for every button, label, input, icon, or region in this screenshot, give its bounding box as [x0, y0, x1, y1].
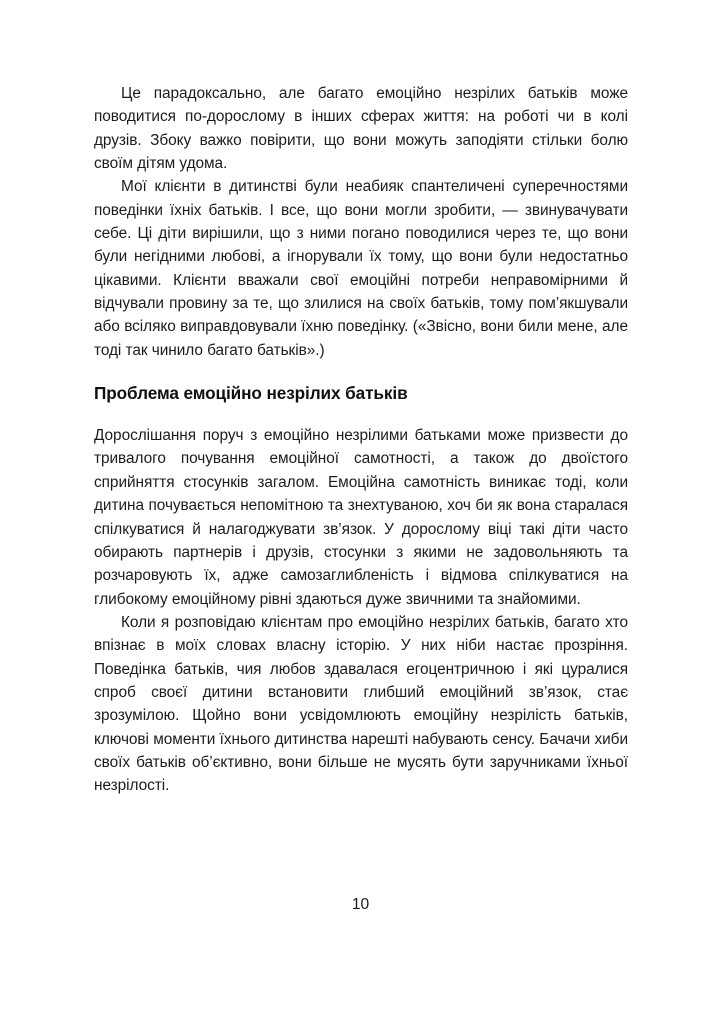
text-column [94, 82, 628, 798]
paragraph-clients-childhood: Мої клієнти в дитинстві були неабияк спантеличені суперечностями поведінки їхніх батьків. І все, що вони могли зробити, — звинувачувати себе. Ці діти вирішили, що з ними погано поводилися через те, що вони були негідними любові, а ігнорували їх тому, що вони були недостатньо цікавими. Клієнти вважали свої емоційні потреби неправомірними й відчували провину за те, що злилися на своїх батьків, тому пом’якшували або всіляко виправдовували їхню поведінку. («Звісно, вони били мене, але тоді так чинило багато батьків».) [94, 178, 628, 359]
paragraph-emotional-loneliness: Дорослішання поруч з емоційно незрілими батьками може призвести до тривалого почування емоційної самотності, а також до двоїстого сприйняття стосунків загалом. Емоційна самотність виникає тоді, коли дитина почувається непомітною та знехтуваною, хоч би як вона старалася спілкуватися й налагоджувати зв’язок. У дорослому віці такі діти часто обирають партнерів і друзів, стосунки з якими не задовольняють та розчаровують їх, адже самозаглибленість і відмова спілкуватися на глибокому емоційному рівні здаються дуже звичними та знайомими. [94, 427, 628, 608]
paragraph-intro-paradox: Це парадоксально, але багато емоційно незрілих батьків може поводитися по-дорослому в інших сферах життя: на роботі чи в колі друзів. Збоку важко повірити, що вони можуть заподіяти стільки болю своїм дітям удома. [94, 85, 628, 173]
paragraph-client-recognition: Коли я розповідаю клієнтам про емоційно незрілих батьків, багато хто впізнає в моїх словах власну історію. У них ніби настає прозріння. Поведінка батьків, чия любов здавалася егоцентричною і які цуралися спроб своєї дитини встановити глибший емоційний зв’язок, стає зрозумілою. Щойно вони усвідомлюють емоційну незрілість батьків, ключові моменти їхнього дитинства нарешті набувають сенсу. Бачачи хиби своїх батьків об’єктивно, вони більше не мусять бути заручниками їхньої незрілості. [94, 613, 628, 795]
page-number: 10 [351, 896, 370, 913]
heading-spacer-bottom [94, 404, 628, 424]
heading-spacer-top [94, 362, 628, 382]
section-heading: Проблема емоційно незрілих батьків [94, 383, 408, 404]
